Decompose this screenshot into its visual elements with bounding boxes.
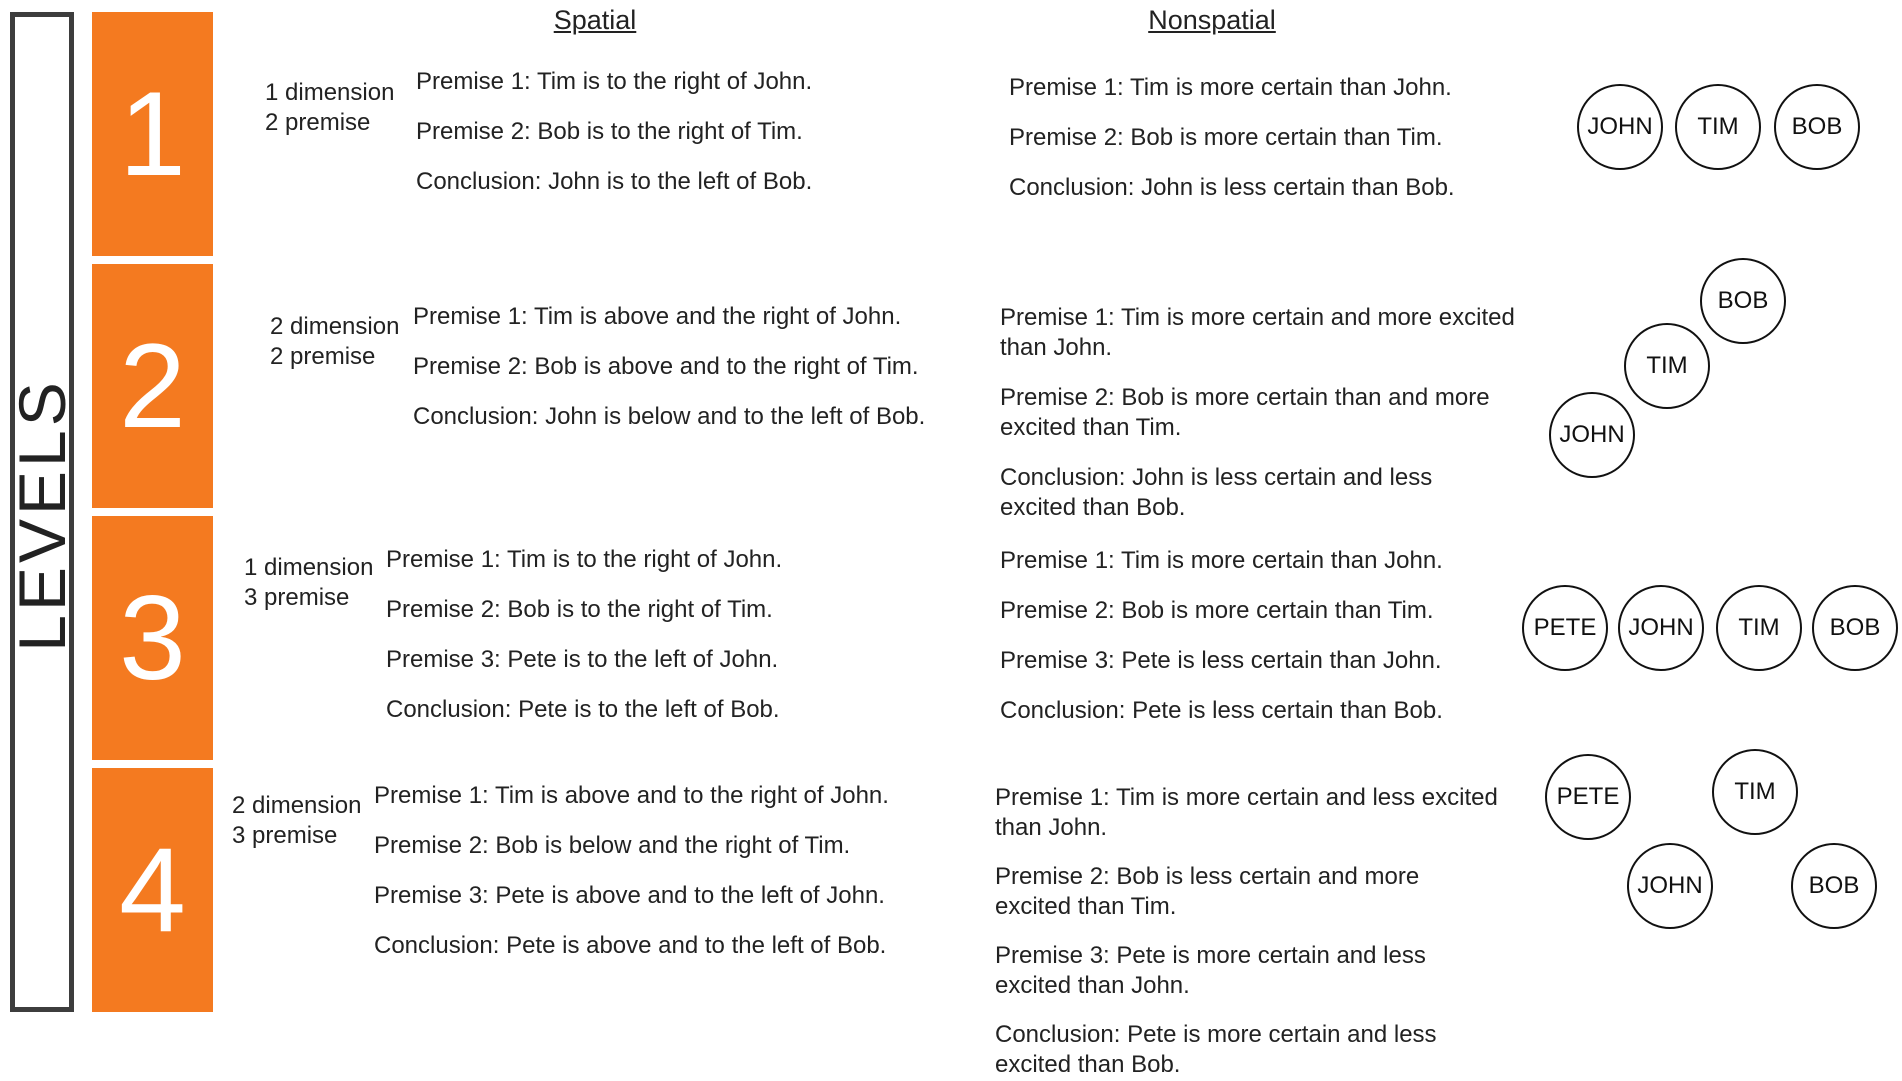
level-2-premise-count: 2 premise: [270, 343, 376, 370]
spatial-header: Spatial: [553, 5, 637, 35]
level-2-nonspatial-line: Conclusion: John is less certain and less excited than Bob.: [1000, 464, 1433, 521]
nonspatial-header: Nonspatial: [1148, 5, 1276, 35]
level-2-dimension: 2 dimension: [270, 313, 400, 340]
level-1-spatial-line: Conclusion: John is to the left of Bob.: [416, 168, 813, 195]
level-4-node-john: JOHN: [1627, 843, 1713, 929]
level-2-box: 2: [92, 264, 213, 508]
level-4-nonspatial-line: Premise 2: Bob is less certain and more excited than Tim.: [995, 863, 1420, 920]
level-3-node-pete: PETE: [1522, 585, 1608, 671]
level-2-node-bob: BOB: [1700, 258, 1786, 344]
level-1-spatial-line: Premise 2: Bob is to the right of Tim.: [416, 118, 803, 145]
level-4-spatial-line: Premise 1: Tim is above and to the right of John.: [374, 782, 889, 809]
level-1-node-john: JOHN: [1577, 84, 1663, 170]
level-3-box: 3: [92, 516, 213, 760]
level-4-box: 4: [92, 768, 213, 1012]
level-2-nonspatial-line: Premise 1: Tim is more certain and more excited than John.: [1000, 304, 1515, 361]
level-4-spatial-line: Premise 3: Pete is above and to the left of John.: [374, 882, 885, 909]
level-2-nonspatial-line: Premise 2: Bob is more certain than and more excited than Tim.: [1000, 384, 1490, 441]
level-1-box: 1: [92, 12, 213, 256]
level-1-node-tim: TIM: [1675, 84, 1761, 170]
level-4-node-tim: TIM: [1712, 749, 1798, 835]
level-1-nonspatial-line: Conclusion: John is less certain than Bob.: [1009, 174, 1455, 201]
level-3-premise-count: 3 premise: [244, 584, 350, 611]
level-4-spatial-line: Conclusion: Pete is above and to the left of Bob.: [374, 932, 887, 959]
level-1-nonspatial-line: Premise 2: Bob is more certain than Tim.: [1009, 124, 1443, 151]
level-4-nonspatial-line: Premise 3: Pete is more certain and less excited than John.: [995, 942, 1426, 999]
level-1-premise-count: 2 premise: [265, 109, 371, 136]
level-4-premise-count: 3 premise: [232, 822, 338, 849]
level-3-spatial-line: Premise 2: Bob is to the right of Tim.: [386, 596, 773, 623]
level-3-node-bob: BOB: [1812, 585, 1898, 671]
level-3-node-john: JOHN: [1618, 585, 1704, 671]
level-4-node-bob: BOB: [1791, 843, 1877, 929]
level-4-dimension: 2 dimension: [232, 792, 362, 819]
level-2-spatial-line: Premise 1: Tim is above and the right of John.: [413, 303, 902, 330]
level-3-nonspatial-line: Premise 1: Tim is more certain than John.: [1000, 547, 1443, 574]
level-2-spatial-line: Premise 2: Bob is above and to the right of Tim.: [413, 353, 919, 380]
level-3-node-tim: TIM: [1716, 585, 1802, 671]
level-3-spatial-line: Premise 3: Pete is to the left of John.: [386, 646, 779, 673]
level-3-spatial-line: Conclusion: Pete is to the left of Bob.: [386, 696, 780, 723]
level-3-nonspatial-line: Conclusion: Pete is less certain than Bob.: [1000, 697, 1443, 724]
level-3-nonspatial-line: Premise 2: Bob is more certain than Tim.: [1000, 597, 1434, 624]
level-1-nonspatial-line: Premise 1: Tim is more certain than John.: [1009, 74, 1452, 101]
level-1-dimension: 1 dimension: [265, 79, 395, 106]
level-2-spatial-line: Conclusion: John is below and to the left of Bob.: [413, 403, 926, 430]
level-3-spatial-line: Premise 1: Tim is to the right of John.: [386, 546, 783, 573]
level-4-spatial-line: Premise 2: Bob is below and the right of Tim.: [374, 832, 851, 859]
level-4-nonspatial-line: Premise 1: Tim is more certain and less excited than John.: [995, 784, 1498, 841]
levels-label: LEVELS: [5, 378, 79, 652]
level-4-node-pete: PETE: [1545, 754, 1631, 840]
level-3-dimension: 1 dimension: [244, 554, 374, 581]
level-3-nonspatial-line: Premise 3: Pete is less certain than John.: [1000, 647, 1442, 674]
level-2-node-tim: TIM: [1624, 323, 1710, 409]
level-1-spatial-line: Premise 1: Tim is to the right of John.: [416, 68, 813, 95]
level-2-node-john: JOHN: [1549, 392, 1635, 478]
level-4-nonspatial-line: Conclusion: Pete is more certain and less excited than Bob.: [995, 1021, 1437, 1078]
level-1-node-bob: BOB: [1774, 84, 1860, 170]
